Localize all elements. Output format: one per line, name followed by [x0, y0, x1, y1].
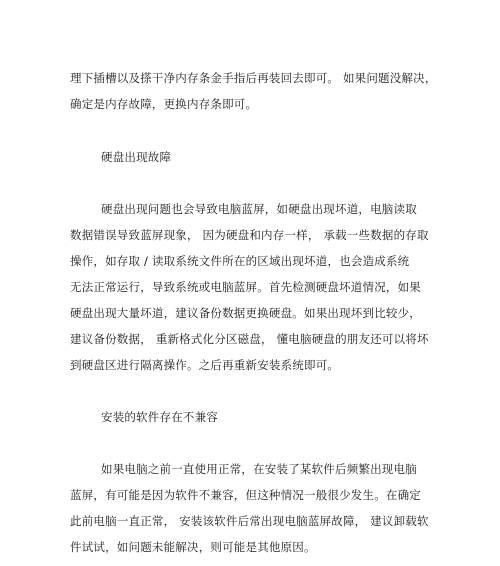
- paragraph-line: 硬盘出现大量坏道，建议备份数据更换硬盘。如果出现坏到比较少，: [70, 306, 421, 320]
- paragraph-line: 如果电脑之前一直使用正常，在安装了某软件后频繁出现电脑: [101, 462, 417, 476]
- paragraph-line: 蓝屏，有可能是因为软件不兼容，但这种情况一般很少发生。在确定: [70, 488, 421, 502]
- paragraph-line: 理下插槽以及搽干净内存条金手指后再装回去即可。 如果问题没解决，: [70, 71, 437, 85]
- section-heading-hard-disk: 硬盘出现故障: [101, 150, 172, 164]
- paragraph-line: 操作，如存取 / 读取系统文件所在的区域出现坏道，也会造成系统: [70, 254, 410, 268]
- paragraph-line: 此前电脑一直正常， 安装该软件后常出现电脑蓝屏故障， 建议卸载软: [70, 514, 429, 528]
- paragraph-line: 数据错误导致蓝屏现象， 因为硬盘和内存一样， 承载一些数据的存取: [70, 228, 429, 242]
- paragraph-line: 硬盘出现问题也会导致电脑蓝屏，如硬盘出现坏道，电脑读取: [101, 202, 417, 216]
- paragraph-line: 到硬盘区进行隔离操作。之后再重新安装系统即可。: [70, 358, 340, 372]
- paragraph-line: 确定是内存故障，更换内存条即可。: [70, 97, 258, 111]
- paragraph-line: 无法正常运行，导致系统或电脑蓝屏。首先检测硬盘坏道情况，如果: [70, 280, 421, 294]
- section-heading-software: 安装的软件存在不兼容: [101, 410, 218, 424]
- paragraph-line: 建议备份数据， 重新格式化分区磁盘， 懂电脑硬盘的朋友还可以将坏: [70, 332, 429, 346]
- paragraph-line: 件试试，如问题未能解决，则可能是其他原因。: [70, 540, 316, 554]
